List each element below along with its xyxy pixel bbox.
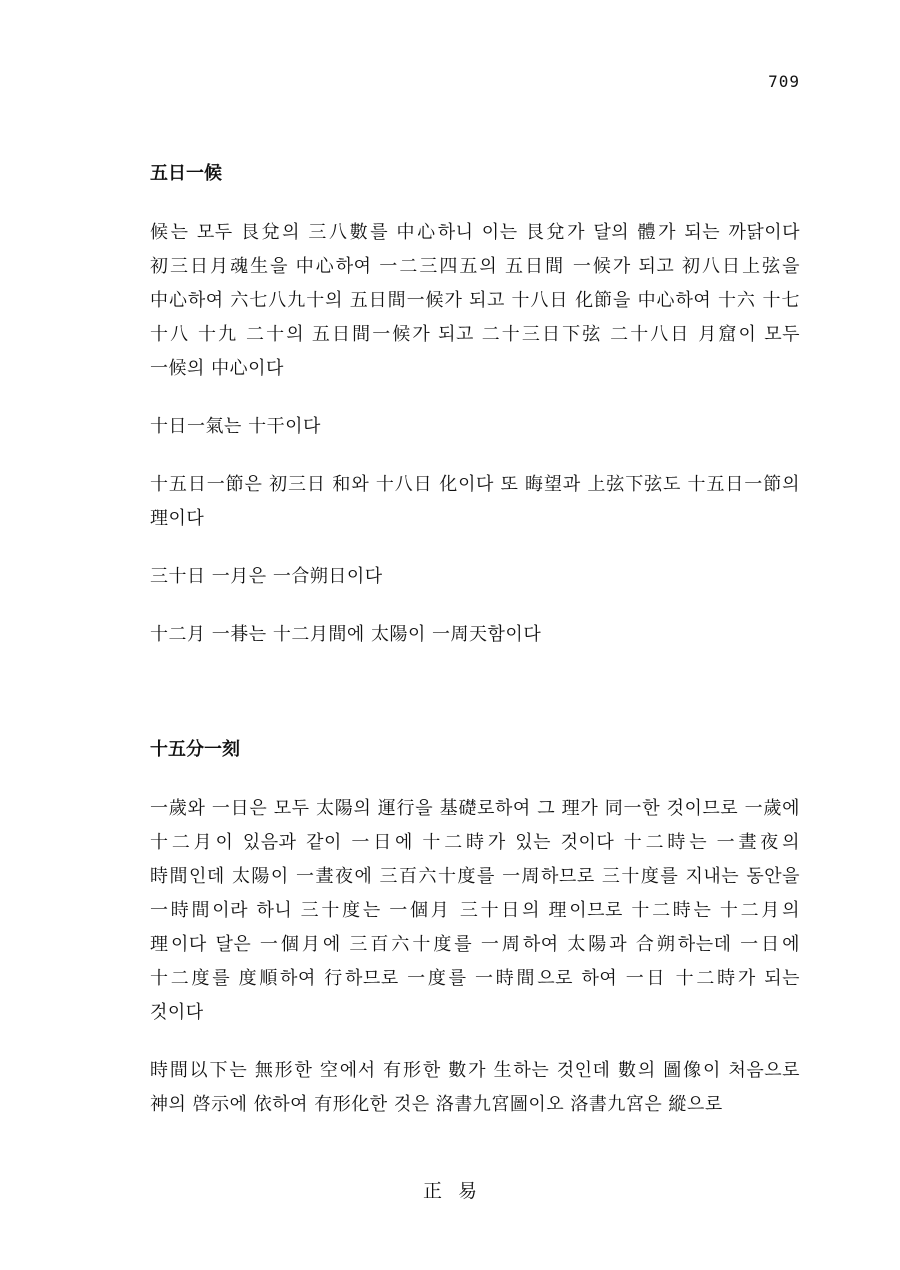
page-number: 709: [768, 72, 800, 91]
section-heading: 五日一候: [150, 163, 222, 184]
paragraph: 十五日一節은 初三日 和와 十八日 化이다 또 晦望과 上弦下弦도 十五日一節의 理이다: [150, 474, 800, 529]
section-five-days: [150, 158, 800, 652]
section-fifteen-minutes: [150, 734, 800, 1122]
section-divider-space: [150, 676, 800, 734]
section-heading: 十五分一刻: [150, 739, 240, 760]
paragraph: 十二月 一朞는 十二月間에 太陽이 一周天함이다: [150, 624, 542, 645]
paragraph: 十日一氣는 十干이다: [150, 416, 321, 437]
paragraph: 候는 모두 艮兌의 三八數를 中心하니 이는 艮兌가 달의 體가 되는 까닭이다 初三日月魂生을 中心하여 一二三四五의 五日間 一候가 되고 初八日上弦을 中心하여 六七八九十의 五日間一候가 되고 十八日 化節을 中心하여 十六 十七 十八 十九 二十의 五日間一候가 되고 二十三日下弦 二十八日 月窟이 모두 一候의 中心이다: [150, 222, 800, 379]
paragraph: 時間以下는 無形한 空에서 有形한 數가 生하는 것인데 數의 圖像이 처음으로 神의 啓示에 依하여 有形化한 것은 洛書九宮圖이오 洛書九宮은 縱으로: [150, 1060, 800, 1115]
book-title-footer: 正易: [422, 1180, 493, 1202]
paragraph: 三十日 一月은 一合朔日이다: [150, 566, 383, 587]
page-content: [150, 158, 800, 1146]
paragraph: 一歲와 一日은 모두 太陽의 運行을 基礎로하여 그 理가 同一한 것이므로 一歲에 十二月이 있음과 같이 一日에 十二時가 있는 것이다 十二時는 一晝夜의 時間인데 太陽이 一晝夜에 三百六十度를 一周하므로 三十度를 지내는 동안을 一時間이라 하니 三十度는 一個月 三十日의 理이므로 十二時는 十二月의 理이다 달은 一個月에 三百六十度를 一周하여 太陽과 合朔하는데 一日에 十二度를 度順하여 行하므로 一度를 一時間으로 하여 一日 十二時가 되는 것이다: [150, 798, 800, 1023]
